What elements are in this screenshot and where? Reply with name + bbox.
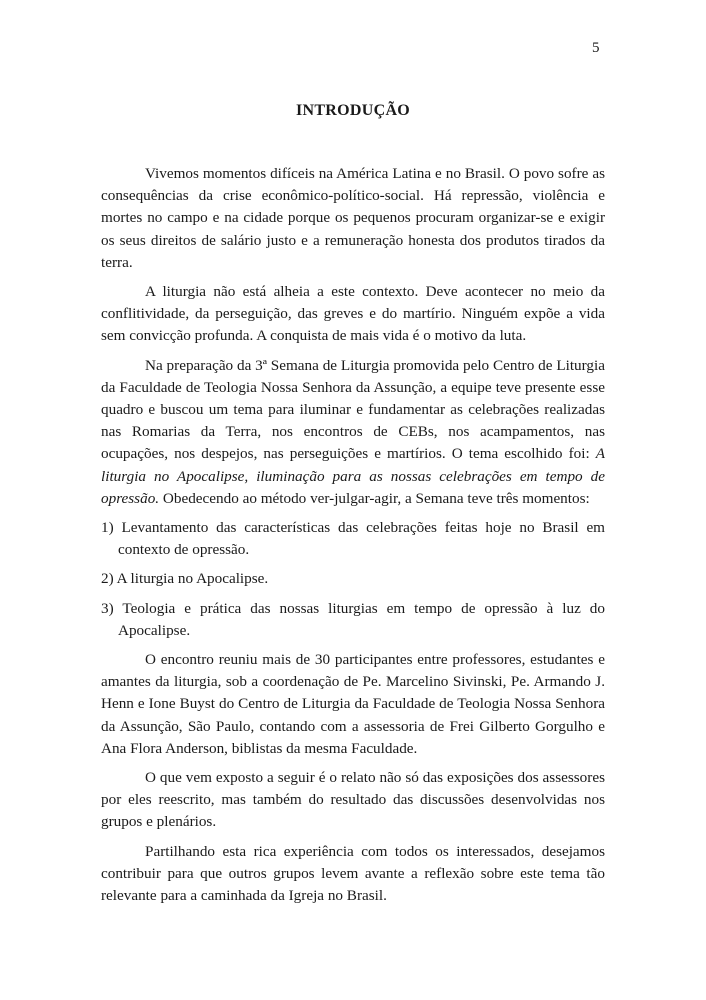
page-title: INTRODUÇÃO: [295, 102, 411, 119]
document-body: [101, 163, 605, 914]
paragraph-context: Vivemos momentos difíceis na América Latina e no Brasil. O povo sofre as consequências da crise econômico-político-social. Há repressão, violência e mortes no campo e na cidade porque os pequenos procuram organizar-se e exigir os seus direitos de salário justo e a remuneração honesta dos produtos tirados da terra.: [101, 165, 605, 271]
paragraph-sharing: Partilhando esta rica experiência com todos os interessados, desejamos contribuir para que outros grupos levem avante a reflexão sobre este tema tão relevante para a caminhada da Igreja no Brasil.: [101, 842, 605, 905]
paragraph-meeting: O encontro reuniu mais de 30 participantes entre professores, estudantes e amantes da liturgia, sob a coordenação de Pe. Marcelino Sivinski, Pe. Armando J. Henn e Ione Buyst do Centro de Liturgia da Faculdade de Teologia Nossa Senhora da Assunção, São Paulo, contando com a assessoria de Frei Gilberto Gorgulho e Ana Flora Anderson, biblistas da mesma Faculdade.: [101, 651, 605, 757]
page-number: 5: [592, 40, 600, 56]
moment-item-3: 3) Teologia e prática das nossas liturgias em tempo de opressão à luz do Apocalipse.: [101, 599, 605, 639]
paragraph-preparation: [101, 355, 605, 510]
moment-item-1: 1) Levantamento das características das celebrações feitas hoje no Brasil em contexto de opressão.: [101, 519, 605, 559]
method-text: Obedecendo ao método ver-julgar-agir, a Semana teve três momentos:: [159, 489, 590, 507]
moment-item-2: 2) A liturgia no Apocalipse.: [101, 570, 269, 588]
paragraph-report: O que vem exposto a seguir é o relato não só das exposições dos assessores por eles reescrito, mas também do resultado das discussões desenvolvidas nos grupos e plenários.: [101, 769, 605, 831]
paragraph-liturgy: A liturgia não está alheia a este contexto. Deve acontecer no meio da conflitividade, da perseguição, das greves e do martírio. Ninguém expõe a vida sem convicção profunda. A conquista de mais vida é o motivo da luta.: [101, 283, 605, 345]
theme-title: A liturgia no Apocalipse, iluminação para as nossas celebrações em tempo de opressão.: [101, 445, 605, 507]
preparation-text: Na preparação da 3ª Semana de Liturgia promovida pelo Centro de Liturgia da Faculdade de Teologia Nossa Senhora da Assunção, a equipe teve presente esse quadro e buscou um tema para iluminar e fundamentar as celebrações realizadas nas Romarias da Terra, nos encontros de CEBs, nos acampamentos, nas ocupações, nos despejos, nas perseguições e martírios. O tema escolhido foi:: [101, 356, 605, 463]
